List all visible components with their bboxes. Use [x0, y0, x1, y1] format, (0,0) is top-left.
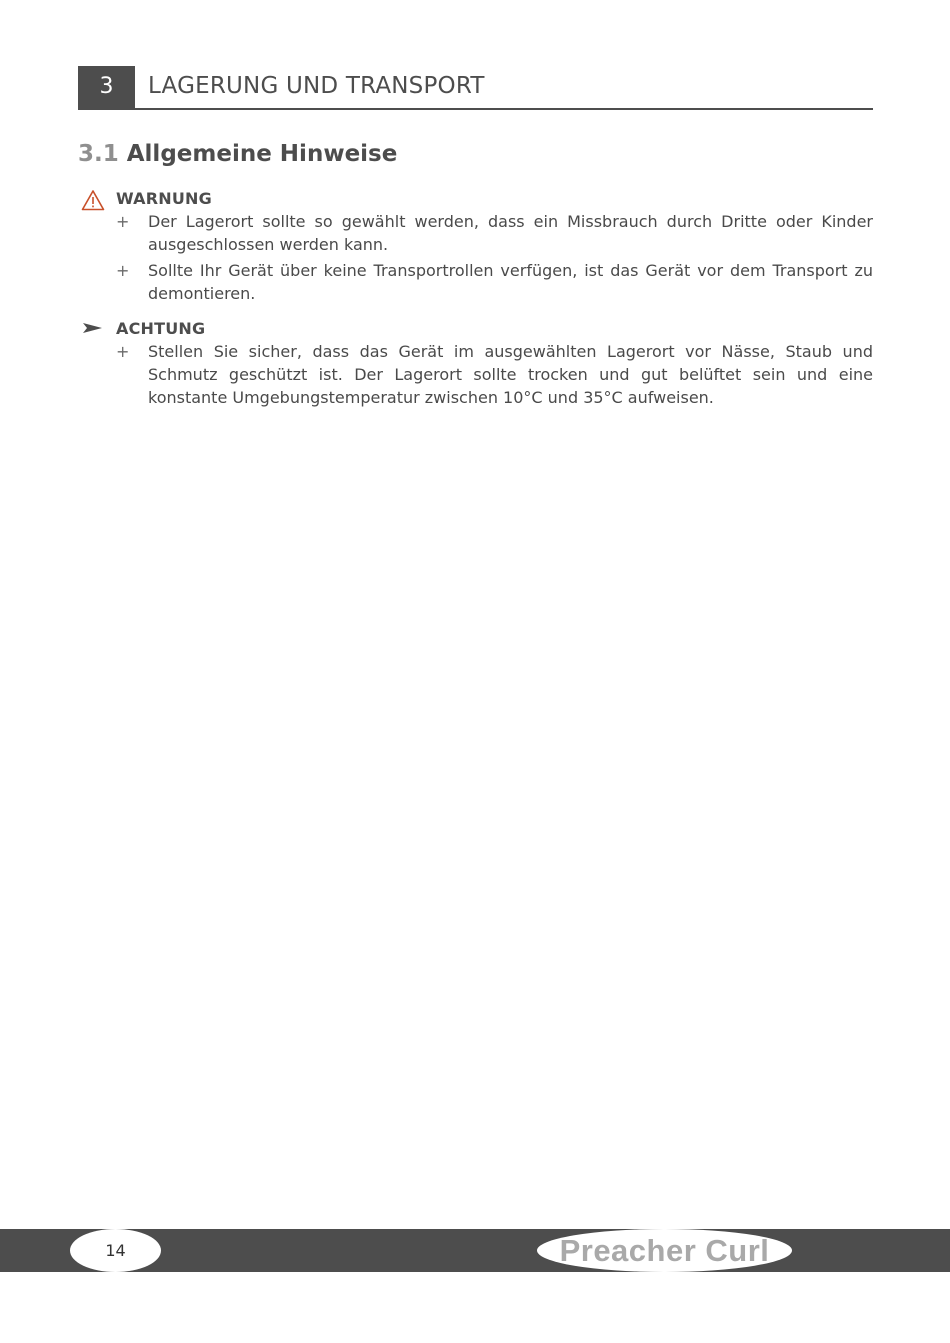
warning-triangle-icon — [81, 189, 105, 211]
caution-title: ACHTUNG — [116, 319, 206, 338]
warning-header — [78, 188, 873, 210]
section-number: 3.1 — [78, 141, 119, 167]
plus-bullet-icon: + — [116, 261, 130, 280]
warning-list — [78, 210, 873, 305]
list-item — [78, 340, 873, 409]
list-item — [78, 210, 873, 256]
chapter-title: LAGERUNG UND TRANSPORT — [148, 73, 485, 99]
pointer-arrow-icon — [81, 319, 105, 341]
list-item-text: Sollte Ihr Gerät über keine Transportrollen verfügen, ist das Gerät vor dem Transport zu demontieren. — [148, 261, 873, 303]
page-number: 14 — [70, 1229, 161, 1272]
chapter-header — [78, 66, 873, 110]
list-item-text: Der Lagerort sollte so gewählt werden, dass ein Missbrauch durch Dritte oder Kinder ausgeschlossen werden kann. — [148, 212, 873, 254]
warning-title: WARNUNG — [116, 189, 212, 208]
plus-bullet-icon: + — [116, 342, 130, 361]
chapter-number: 3 — [78, 66, 135, 108]
product-name: Preacher Curl — [537, 1229, 792, 1272]
list-item-text: Stellen Sie sicher, dass das Gerät im ausgewählten Lagerort vor Nässe, Staub und Schmutz geschützt ist. Der Lagerort sollte trocken und gut belüftet sein und eine konstante Umgebungstemperatur zwischen 10°C und 35°C aufweisen. — [148, 342, 873, 407]
section-heading — [78, 141, 397, 167]
warning-notice — [78, 188, 873, 308]
caution-notice — [78, 318, 873, 412]
plus-bullet-icon: + — [116, 212, 130, 231]
caution-list — [78, 340, 873, 409]
caution-header — [78, 318, 873, 340]
section-title: Allgemeine Hinweise — [126, 141, 398, 167]
list-item — [78, 259, 873, 305]
